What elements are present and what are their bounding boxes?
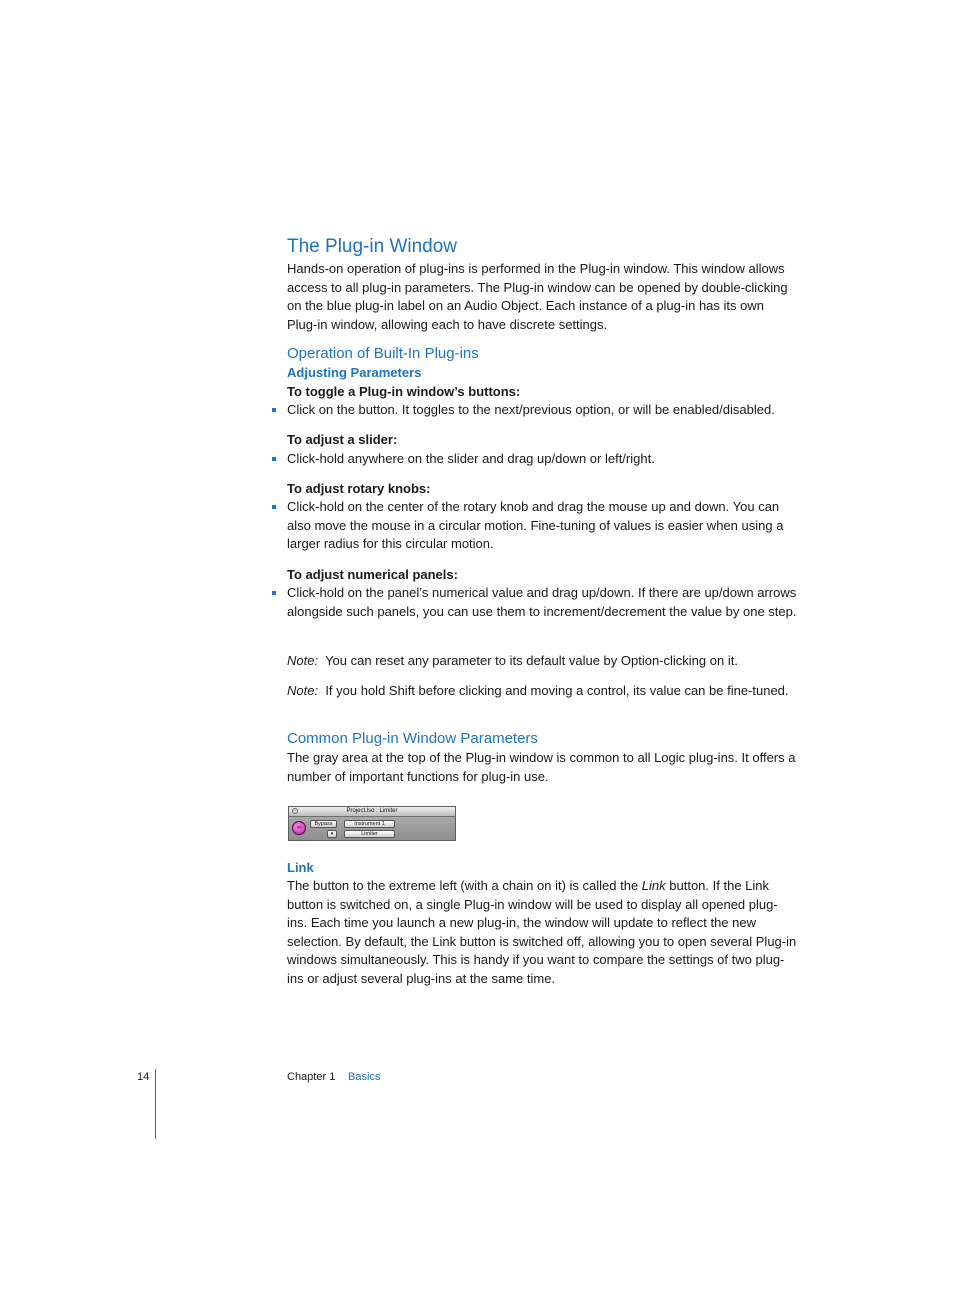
close-icon	[292, 808, 298, 814]
plugin-window-image	[288, 806, 456, 841]
link-text-italic: Link	[641, 878, 666, 893]
note-label: Note:	[287, 683, 319, 698]
chevron-down-icon[interactable]: ▾	[327, 830, 337, 838]
task-label-numerical: To adjust numerical panels:	[287, 567, 458, 582]
bullet-icon	[272, 505, 276, 509]
task-label-buttons: To toggle a Plug-in window’s buttons:	[287, 384, 521, 399]
note-label: Note:	[287, 653, 319, 668]
plugin-menu[interactable]: Limiter	[344, 830, 395, 838]
task-text-slider: Click-hold anywhere on the slider and drag up/down or left/right.	[287, 451, 655, 466]
plugin-title: Project.lso : Limiter	[346, 808, 398, 814]
bullet-icon	[272, 457, 276, 461]
link-heading: Link	[287, 860, 314, 875]
link-chain-icon[interactable]: ∞	[292, 821, 306, 835]
intro-paragraph: Hands-on operation of plug-ins is performed in the Plug-in window. This window allows access to all plug-in parameters. The Plug-in window can be opened by double-clicking on the blue plug-in label on an Audio Object. Each instance of a plug-in has its own Plug-in window, allowing each to have discrete settings.	[287, 261, 788, 332]
bullet-icon	[272, 591, 276, 595]
task-text-buttons: Click on the button. It toggles to the next/previous option, or will be enabled/disabled.	[287, 402, 775, 417]
instrument-menu[interactable]: Instrument 1	[344, 820, 395, 828]
task-text-numerical: Click-hold on the panel’s numerical value and drag up/down. If there are up/down arrows alongside such panels, you can use them to increment/decrement the value by one step.	[287, 585, 797, 619]
link-text-after: button. If the Link button is switched on, a single Plug-in window will be used to display all opened plug-ins. Each time you launch a new plug-in, the window will update to reflect the new selection. By default, the Link button is switched off, allowing you to open several Plug-in windows simultaneously. This is handy if you want to compare the settings of two plug-ins or adjust several plug-ins at the same time.	[287, 878, 797, 986]
plugin-titlebar	[289, 807, 455, 817]
operation-heading: Operation of Built-In Plug-ins	[287, 345, 479, 362]
footer-rule	[155, 1069, 156, 1139]
task-label-slider: To adjust a slider:	[287, 432, 398, 447]
task-text-knobs: Click-hold on the center of the rotary knob and drag the mouse up and down. You can also move the mouse in a circular motion. Fine-tuning of values is easier when using a larger radius for this circular motion.	[287, 499, 784, 552]
bypass-button[interactable]: Bypass	[310, 820, 337, 828]
link-text-before: The button to the extreme left (with a chain on it) is called the	[287, 878, 642, 893]
note-text: If you hold Shift before clicking and moving a control, its value can be fine-tuned.	[325, 683, 789, 698]
link-paragraph	[287, 877, 797, 989]
note-text: You can reset any parameter to its default value by Option-clicking on it.	[325, 653, 738, 668]
common-parameters-heading: Common Plug-in Window Parameters	[287, 730, 538, 747]
footer-chapter-title: Basics	[348, 1071, 381, 1083]
note-reset	[287, 652, 797, 671]
footer-chapter: Chapter 1	[287, 1071, 336, 1083]
common-parameters-text: The gray area at the top of the Plug-in window is common to all Logic plug-ins. It offers a number of important functions for plug-in use.	[287, 750, 796, 784]
page-number: 14	[137, 1071, 150, 1083]
note-shift	[287, 682, 797, 701]
task-label-knobs: To adjust rotary knobs:	[287, 481, 431, 496]
adjusting-parameters-heading: Adjusting Parameters	[287, 365, 422, 380]
page-title: The Plug-in Window	[287, 236, 458, 257]
bullet-icon	[272, 408, 276, 412]
